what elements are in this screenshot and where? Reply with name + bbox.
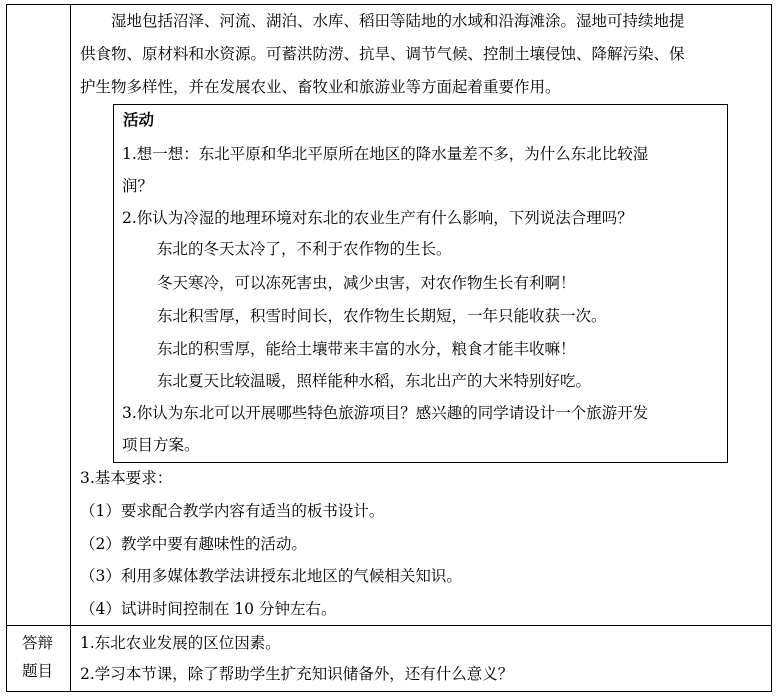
activity-statement-2: 冬天寒冷，可以冻死害虫，减少虫害，对农作物生长有利啊！: [157, 274, 576, 292]
activity-question-2: 2.你认为冷湿的地理环境对东北的农业生产有什么影响，下列说法合理吗？: [122, 209, 633, 227]
activity-question-3-line-2: 项目方案。: [122, 436, 200, 454]
intro-line-3: 护生物多样性，并在发展农业、畜牧业和旅游业等方面起着重要作用。: [80, 78, 561, 96]
intro-line-1: 湿地包括沼泽、河流、湖泊、水库、稻田等陆地的水域和沿海滩涂。湿地可持续地提: [111, 12, 685, 30]
activity-question-3-line-1: 3.你认为东北可以开展哪些特色旅游项目？感兴趣的同学请设计一个旅游开发: [122, 404, 649, 422]
defense-question-2: 2.学习本节课，除了帮助学生扩充知识储备外，还有什么意义？: [80, 665, 514, 683]
table-border-bottom: [6, 691, 772, 692]
intro-line-2: 供食物、原材料和水资源。可蓄洪防涝、抗旱、调节气候、控制土壤侵蚀、降解污染、保: [80, 45, 685, 63]
requirements-title: 3.基本要求：: [80, 469, 173, 487]
activity-statement-3: 东北积雪厚，积雪时间长，农作物生长期短，一年只能收获一次。: [157, 307, 607, 325]
activity-question-1-line-2: 润？: [122, 177, 154, 195]
activity-title: 活动: [123, 110, 155, 129]
defense-label-line-1: 答辩: [22, 634, 54, 652]
table-column-divider: [70, 4, 71, 692]
requirement-item-4: （4）试讲时间控制在 10 分钟左右。: [80, 600, 337, 618]
requirement-item-1: （1）要求配合教学内容有适当的板书设计。: [80, 502, 385, 520]
activity-statement-1: 东北的冬天太冷了，不利于农作物的生长。: [157, 240, 452, 258]
activity-statement-5: 东北夏天比较温暖，照样能种水稻，东北出产的大米特别好吃。: [157, 372, 592, 390]
requirement-item-2: （2）教学中要有趣味性的活动。: [80, 535, 307, 553]
table-border-left: [6, 4, 7, 692]
table-row-divider: [6, 625, 772, 626]
activity-question-1-line-1: 1.想一想：东北平原和华北平原所在地区的降水量差不多，为什么东北比较湿: [122, 145, 649, 163]
requirement-item-3: （3）利用多媒体教学法讲授东北地区的气候相关知识。: [80, 567, 462, 585]
defense-label-line-2: 题目: [22, 662, 54, 680]
table-border-top: [6, 4, 772, 5]
defense-question-1: 1.东北农业发展的区位因素。: [80, 634, 281, 652]
table-border-right: [771, 4, 772, 692]
activity-statement-4: 东北的积雪厚，能给土壤带来丰富的水分，粮食才能丰收嘛！: [157, 340, 576, 358]
